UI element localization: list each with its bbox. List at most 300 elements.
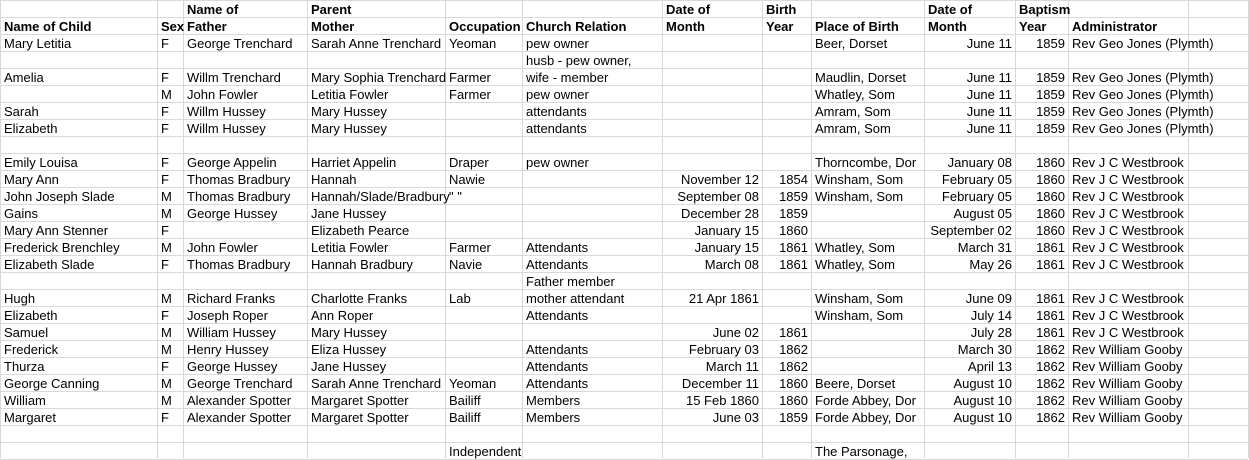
cell-birth-year[interactable] xyxy=(762,307,811,324)
header-cell-place-of-birth[interactable]: Place of Birth xyxy=(815,19,899,34)
cell-place-of-birth[interactable]: Beere, Dorset xyxy=(815,376,896,391)
cell-mother-name[interactable]: Margaret Spotter xyxy=(311,410,409,425)
cell-birth-year[interactable] xyxy=(762,120,811,137)
cell-place-of-birth[interactable] xyxy=(811,52,924,69)
cell-baptism-year[interactable]: 1862 xyxy=(1036,393,1065,408)
cell-birth-year[interactable]: 1860 xyxy=(779,223,808,238)
cell-baptism-year[interactable]: 1859 xyxy=(1036,70,1065,85)
cell-baptism-year[interactable]: 1859 xyxy=(1036,36,1065,51)
cell-sex[interactable] xyxy=(157,273,183,290)
cell-occupation[interactable] xyxy=(445,120,522,137)
cell-child-name[interactable]: Samuel xyxy=(4,325,49,340)
cell-baptism-month[interactable]: June 11 xyxy=(966,87,1012,102)
cell-baptism-year[interactable] xyxy=(1015,426,1068,443)
cell-occupation[interactable] xyxy=(445,273,522,290)
cell-administrator[interactable]: Rev Geo Jones (Plymth) xyxy=(1072,121,1214,136)
cell-baptism-year[interactable]: 1862 xyxy=(1036,342,1065,357)
cell-birth-month[interactable] xyxy=(662,307,762,324)
cell-child-name[interactable] xyxy=(0,273,163,290)
cell-sex[interactable] xyxy=(157,52,183,69)
cell-birth-month[interactable] xyxy=(662,273,762,290)
cell-occupation[interactable]: Navie xyxy=(449,257,483,272)
cell-place-of-birth[interactable]: Whatley, Som xyxy=(815,240,895,255)
cell-administrator[interactable] xyxy=(1068,52,1188,69)
cell-baptism-year[interactable]: 1861 xyxy=(1036,240,1065,255)
cell-church-relation[interactable]: mother attendant xyxy=(526,291,625,306)
cell-birth-month[interactable] xyxy=(662,35,762,52)
cell-place-of-birth[interactable]: Winsham, Som xyxy=(815,308,904,323)
cell-sex[interactable]: M xyxy=(161,87,172,102)
header-cell-church-relation[interactable] xyxy=(522,1,662,18)
cell-baptism-year[interactable]: 1861 xyxy=(1036,325,1065,340)
cell-child-name[interactable]: William xyxy=(4,393,46,408)
cell-birth-month[interactable]: January 15 xyxy=(694,223,759,238)
cell-mother-name[interactable] xyxy=(307,273,445,290)
cell-father-name[interactable]: Thomas Bradbury xyxy=(187,257,291,272)
cell-occupation[interactable]: Draper xyxy=(449,155,489,170)
cell-sex[interactable]: M xyxy=(161,291,172,306)
cell-administrator[interactable] xyxy=(1068,137,1188,154)
cell-mother-name[interactable] xyxy=(307,52,445,69)
cell-birth-month[interactable] xyxy=(662,52,762,69)
cell-administrator[interactable]: Rev William Gooby xyxy=(1072,393,1183,408)
cell-birth-year[interactable]: 1861 xyxy=(779,325,808,340)
cell-occupation[interactable] xyxy=(445,205,522,222)
cell-father-name[interactable]: George Hussey xyxy=(187,359,278,374)
cell-child-name[interactable]: George Canning xyxy=(4,376,100,391)
cell-place-of-birth[interactable]: Forde Abbey, Dor xyxy=(815,410,916,425)
cell-administrator[interactable]: Rev J C Westbrook xyxy=(1072,257,1184,272)
cell-administrator[interactable]: Rev William Gooby xyxy=(1072,359,1183,374)
cell-child-name[interactable]: Mary Ann xyxy=(4,172,59,187)
cell-father-name[interactable]: George Trenchard xyxy=(187,36,293,51)
header-cell-child-name[interactable]: Name of Child xyxy=(4,19,92,34)
cell-church-relation[interactable]: pew owner xyxy=(526,87,589,102)
cell-occupation[interactable]: Bailiff xyxy=(449,393,481,408)
cell-child-name[interactable]: Thurza xyxy=(4,359,45,374)
cell-child-name[interactable]: Mary Ann Stenner xyxy=(4,223,109,238)
cell-father-name[interactable] xyxy=(183,137,307,154)
header-cell-birth-year[interactable]: Birth xyxy=(766,2,797,17)
cell-baptism-year[interactable]: 1860 xyxy=(1036,155,1065,170)
cell-administrator[interactable]: Rev J C Westbrook xyxy=(1072,172,1184,187)
cell-father-name[interactable] xyxy=(183,426,307,443)
cell-administrator[interactable]: Rev J C Westbrook xyxy=(1072,189,1184,204)
cell-sex[interactable]: F xyxy=(161,223,169,238)
cell-sex[interactable]: F xyxy=(161,257,169,272)
cell-father-name[interactable]: John Fowler xyxy=(187,87,258,102)
cell-baptism-year[interactable]: 1860 xyxy=(1036,223,1065,238)
cell-birth-year[interactable]: 1859 xyxy=(779,206,808,221)
cell-birth-month[interactable]: March 08 xyxy=(704,257,759,272)
header-cell-administrator[interactable]: Administrator xyxy=(1072,19,1158,34)
cell-mother-name[interactable]: Jane Hussey xyxy=(311,206,387,221)
cell-sex[interactable] xyxy=(157,426,183,443)
cell-baptism-year[interactable] xyxy=(1015,137,1068,154)
cell-father-name[interactable]: Alexander Spotter xyxy=(187,410,292,425)
cell-place-of-birth[interactable]: The Parsonage, xyxy=(815,444,908,459)
cell-baptism-month[interactable]: April 13 xyxy=(967,359,1012,374)
cell-father-name[interactable]: Alexander Spotter xyxy=(187,393,292,408)
cell-church-relation[interactable] xyxy=(522,171,662,188)
header-cell-baptism-year[interactable]: Baptism xyxy=(1019,2,1071,17)
cell-church-relation[interactable]: Attendants xyxy=(526,257,589,272)
cell-sex[interactable]: M xyxy=(161,342,172,357)
cell-baptism-month[interactable]: June 11 xyxy=(966,121,1012,136)
cell-mother-name[interactable] xyxy=(307,426,445,443)
cell-father-name[interactable]: George Appelin xyxy=(187,155,277,170)
cell-administrator[interactable]: Rev William Gooby xyxy=(1072,342,1183,357)
cell-baptism-year[interactable]: 1860 xyxy=(1036,206,1065,221)
cell-child-name[interactable]: Elizabeth xyxy=(4,308,58,323)
cell-child-name[interactable]: Mary Letitia xyxy=(4,36,72,51)
cell-birth-month[interactable] xyxy=(662,426,762,443)
cell-baptism-month[interactable]: June 11 xyxy=(966,36,1012,51)
cell-occupation[interactable]: Farmer xyxy=(449,87,491,102)
cell-baptism-month[interactable]: June 09 xyxy=(965,291,1012,306)
cell-baptism-month[interactable]: August 10 xyxy=(953,410,1012,425)
cell-place-of-birth[interactable]: Beer, Dorset xyxy=(815,36,888,51)
cell-birth-month[interactable]: March 11 xyxy=(705,359,759,374)
cell-birth-year[interactable] xyxy=(762,443,811,460)
cell-child-name[interactable]: Elizabeth Slade xyxy=(4,257,95,272)
cell-baptism-month[interactable]: February 05 xyxy=(941,189,1012,204)
cell-baptism-year[interactable]: 1862 xyxy=(1036,359,1065,374)
cell-birth-year[interactable] xyxy=(762,154,811,171)
cell-administrator[interactable] xyxy=(1068,426,1188,443)
header-cell-baptism-year[interactable]: Year xyxy=(1019,19,1047,34)
cell-place-of-birth[interactable]: Amram, Som xyxy=(815,121,891,136)
cell-baptism-month[interactable]: August 10 xyxy=(953,393,1012,408)
cell-sex[interactable] xyxy=(157,443,183,460)
cell-birth-year[interactable] xyxy=(762,103,811,120)
cell-church-relation[interactable]: husb - pew owner, xyxy=(526,53,632,68)
cell-baptism-month[interactable]: August 05 xyxy=(953,206,1012,221)
cell-church-relation[interactable] xyxy=(522,324,662,341)
cell-occupation[interactable] xyxy=(445,341,522,358)
cell-birth-month[interactable]: September 08 xyxy=(677,189,759,204)
cell-occupation[interactable] xyxy=(445,324,522,341)
cell-baptism-year[interactable]: 1860 xyxy=(1036,189,1065,204)
cell-father-name[interactable]: Willm Hussey xyxy=(187,104,266,119)
cell-birth-month[interactable]: February 03 xyxy=(688,342,759,357)
cell-child-name[interactable]: Frederick xyxy=(4,342,59,357)
cell-church-relation[interactable]: attendants xyxy=(526,104,587,119)
cell-occupation[interactable] xyxy=(445,358,522,375)
cell-place-of-birth[interactable]: Maudlin, Dorset xyxy=(815,70,907,85)
cell-occupation[interactable]: Farmer xyxy=(449,70,491,85)
cell-administrator[interactable] xyxy=(1068,443,1188,460)
cell-mother-name[interactable]: Mary Hussey xyxy=(311,121,387,136)
cell-child-name[interactable]: Emily Louisa xyxy=(4,155,78,170)
cell-church-relation[interactable]: Members xyxy=(526,410,581,425)
cell-baptism-year[interactable]: 1859 xyxy=(1036,104,1065,119)
header-cell-mother-name[interactable]: Mother xyxy=(311,19,355,34)
cell-occupation[interactable] xyxy=(445,137,522,154)
cell-mother-name[interactable]: Letitia Fowler xyxy=(311,87,389,102)
cell-occupation[interactable]: Farmer xyxy=(449,240,491,255)
cell-mother-name[interactable]: Hannah/Slade/Bradbury xyxy=(311,189,450,204)
cell-child-name[interactable]: Amelia xyxy=(4,70,44,85)
cell-administrator[interactable]: Rev William Gooby xyxy=(1072,410,1183,425)
cell-father-name[interactable]: Thomas Bradbury xyxy=(187,189,291,204)
cell-child-name[interactable]: Sarah xyxy=(4,104,39,119)
cell-church-relation[interactable]: attendants xyxy=(526,121,587,136)
cell-sex[interactable]: F xyxy=(161,70,169,85)
cell-birth-year[interactable]: 1862 xyxy=(779,342,808,357)
cell-birth-year[interactable]: 1860 xyxy=(779,393,808,408)
header-cell-baptism-month[interactable]: Date of xyxy=(928,2,973,17)
cell-administrator[interactable]: Rev J C Westbrook xyxy=(1072,223,1184,238)
cell-child-name[interactable]: Margaret xyxy=(4,410,57,425)
cell-father-name[interactable]: George Trenchard xyxy=(187,376,293,391)
header-cell-occupation[interactable]: Occupation xyxy=(449,19,521,34)
header-cell-place-of-birth[interactable] xyxy=(811,1,924,18)
cell-birth-month[interactable]: 21 Apr 1861 xyxy=(688,291,759,306)
cell-place-of-birth[interactable] xyxy=(811,137,924,154)
cell-father-name[interactable] xyxy=(183,273,307,290)
cell-father-name[interactable] xyxy=(183,443,307,460)
cell-sex[interactable]: M xyxy=(161,376,172,391)
cell-sex[interactable]: M xyxy=(161,189,172,204)
cell-occupation[interactable]: Lab xyxy=(449,291,471,306)
cell-birth-month[interactable]: November 12 xyxy=(680,172,759,187)
cell-father-name[interactable]: Willm Trenchard xyxy=(187,70,281,85)
cell-administrator[interactable]: Rev J C Westbrook xyxy=(1072,325,1184,340)
cell-birth-month[interactable] xyxy=(662,443,762,460)
cell-church-relation[interactable] xyxy=(522,137,662,154)
cell-baptism-year[interactable]: 1859 xyxy=(1036,121,1065,136)
cell-place-of-birth[interactable] xyxy=(811,273,924,290)
cell-place-of-birth[interactable] xyxy=(811,358,924,375)
cell-sex[interactable]: F xyxy=(161,359,169,374)
cell-occupation[interactable]: Yeoman xyxy=(449,36,497,51)
cell-birth-year[interactable]: 1861 xyxy=(779,240,808,255)
cell-occupation[interactable]: Nawie xyxy=(449,172,486,187)
cell-place-of-birth[interactable]: Winsham, Som xyxy=(815,172,904,187)
cell-father-name[interactable] xyxy=(183,222,307,239)
cell-place-of-birth[interactable]: Amram, Som xyxy=(815,104,891,119)
cell-birth-year[interactable] xyxy=(762,290,811,307)
cell-baptism-year[interactable]: 1862 xyxy=(1036,410,1065,425)
cell-baptism-year[interactable] xyxy=(1015,443,1068,460)
cell-birth-year[interactable] xyxy=(762,52,811,69)
header-cell-occupation[interactable] xyxy=(445,1,522,18)
cell-mother-name[interactable]: Eliza Hussey xyxy=(311,342,387,357)
header-cell-child-name[interactable] xyxy=(0,1,163,18)
cell-baptism-year[interactable] xyxy=(1015,273,1068,290)
cell-birth-year[interactable] xyxy=(762,35,811,52)
cell-administrator[interactable]: Rev J C Westbrook xyxy=(1072,206,1184,221)
cell-baptism-month[interactable]: June 11 xyxy=(966,104,1012,119)
cell-baptism-year[interactable]: 1860 xyxy=(1036,172,1065,187)
cell-child-name[interactable]: Gains xyxy=(4,206,38,221)
cell-administrator[interactable]: Rev Geo Jones (Plymth) xyxy=(1072,70,1214,85)
cell-administrator[interactable]: Rev William Gooby xyxy=(1072,376,1183,391)
cell-father-name[interactable]: George Hussey xyxy=(187,206,278,221)
cell-church-relation[interactable]: Attendants xyxy=(526,308,589,323)
cell-baptism-year[interactable]: 1861 xyxy=(1036,291,1065,306)
cell-church-relation[interactable]: wife - member xyxy=(526,70,609,85)
cell-birth-month[interactable] xyxy=(662,120,762,137)
cell-sex[interactable]: M xyxy=(161,393,172,408)
cell-birth-year[interactable]: 1860 xyxy=(779,376,808,391)
cell-baptism-month[interactable] xyxy=(924,273,1015,290)
cell-birth-month[interactable] xyxy=(662,137,762,154)
cell-sex[interactable]: M xyxy=(161,206,172,221)
cell-church-relation[interactable]: pew owner xyxy=(526,155,589,170)
cell-baptism-month[interactable] xyxy=(924,443,1015,460)
cell-baptism-month[interactable] xyxy=(924,426,1015,443)
cell-mother-name[interactable]: Mary Sophia Trenchard xyxy=(311,70,447,85)
header-cell-birth-year[interactable]: Year xyxy=(766,19,794,34)
cell-sex[interactable]: M xyxy=(161,240,172,255)
cell-place-of-birth[interactable]: Winsham, Som xyxy=(815,291,904,306)
cell-occupation[interactable]: " " xyxy=(449,189,462,204)
cell-birth-year[interactable]: 1859 xyxy=(779,410,808,425)
cell-birth-year[interactable] xyxy=(762,426,811,443)
cell-baptism-month[interactable]: August 10 xyxy=(953,376,1012,391)
header-cell-birth-month[interactable]: Month xyxy=(666,19,705,34)
cell-administrator[interactable]: Rev Geo Jones (Plymth) xyxy=(1072,104,1214,119)
cell-birth-year[interactable]: 1862 xyxy=(779,359,808,374)
cell-church-relation[interactable]: Attendants xyxy=(526,342,589,357)
cell-occupation[interactable] xyxy=(445,426,522,443)
cell-place-of-birth[interactable]: Forde Abbey, Dor xyxy=(815,393,916,408)
cell-administrator[interactable]: Rev J C Westbrook xyxy=(1072,240,1184,255)
cell-place-of-birth[interactable]: Whatley, Som xyxy=(815,87,895,102)
cell-occupation[interactable] xyxy=(445,222,522,239)
cell-baptism-year[interactable] xyxy=(1015,52,1068,69)
cell-place-of-birth[interactable] xyxy=(811,324,924,341)
cell-baptism-year[interactable]: 1862 xyxy=(1036,376,1065,391)
cell-birth-month[interactable] xyxy=(662,154,762,171)
cell-place-of-birth[interactable] xyxy=(811,341,924,358)
header-cell-father-name[interactable]: Name of xyxy=(187,2,239,17)
cell-father-name[interactable]: William Hussey xyxy=(187,325,276,340)
cell-birth-year[interactable] xyxy=(762,273,811,290)
cell-father-name[interactable]: Joseph Roper xyxy=(187,308,268,323)
cell-administrator[interactable]: Rev Geo Jones (Plymth) xyxy=(1072,36,1214,51)
cell-administrator[interactable]: Rev J C Westbrook xyxy=(1072,308,1184,323)
header-cell-father-name[interactable]: Father xyxy=(187,19,227,34)
cell-baptism-month[interactable] xyxy=(924,137,1015,154)
cell-church-relation[interactable]: Attendants xyxy=(526,240,589,255)
cell-birth-month[interactable]: 15 Feb 1860 xyxy=(685,393,759,408)
cell-church-relation[interactable]: pew owner xyxy=(526,36,589,51)
cell-child-name[interactable] xyxy=(0,137,163,154)
cell-baptism-month[interactable]: March 30 xyxy=(957,342,1012,357)
header-cell-mother-name[interactable]: Parent xyxy=(311,2,352,17)
cell-mother-name[interactable]: Sarah Anne Trenchard xyxy=(311,376,442,391)
cell-occupation[interactable] xyxy=(445,52,522,69)
cell-church-relation[interactable] xyxy=(522,222,662,239)
cell-birth-month[interactable] xyxy=(662,86,762,103)
cell-birth-year[interactable]: 1859 xyxy=(779,189,808,204)
cell-place-of-birth[interactable]: Thorncombe, Dor xyxy=(815,155,917,170)
cell-mother-name[interactable]: Harriet Appelin xyxy=(311,155,397,170)
cell-father-name[interactable]: Willm Hussey xyxy=(187,121,266,136)
cell-mother-name[interactable] xyxy=(307,137,445,154)
cell-mother-name[interactable]: Jane Hussey xyxy=(311,359,387,374)
cell-birth-year[interactable] xyxy=(762,86,811,103)
cell-place-of-birth[interactable] xyxy=(811,205,924,222)
cell-church-relation[interactable]: Attendants xyxy=(526,359,589,374)
cell-birth-year[interactable]: 1854 xyxy=(779,172,808,187)
cell-mother-name[interactable]: Ann Roper xyxy=(311,308,374,323)
header-cell-baptism-month[interactable]: Month xyxy=(928,19,967,34)
cell-administrator[interactable]: Rev Geo Jones (Plymth) xyxy=(1072,87,1214,102)
cell-child-name[interactable]: John Joseph Slade xyxy=(4,189,115,204)
header-cell-administrator[interactable] xyxy=(1068,1,1188,18)
cell-baptism-month[interactable]: June 11 xyxy=(966,70,1012,85)
cell-sex[interactable]: F xyxy=(161,104,169,119)
cell-place-of-birth[interactable]: Winsham, Som xyxy=(815,189,904,204)
cell-mother-name[interactable]: Sarah Anne Trenchard xyxy=(311,36,442,51)
cell-baptism-year[interactable]: 1861 xyxy=(1036,257,1065,272)
cell-sex[interactable]: F xyxy=(161,155,169,170)
cell-church-relation[interactable] xyxy=(522,443,662,460)
cell-mother-name[interactable]: Hannah Bradbury xyxy=(311,257,413,272)
cell-place-of-birth[interactable] xyxy=(811,426,924,443)
cell-birth-month[interactable]: December 11 xyxy=(681,376,759,391)
cell-child-name[interactable] xyxy=(0,86,163,103)
cell-birth-month[interactable]: January 15 xyxy=(694,240,759,255)
cell-sex[interactable]: F xyxy=(161,410,169,425)
cell-sex[interactable]: F xyxy=(161,36,169,51)
cell-sex[interactable]: M xyxy=(161,325,172,340)
cell-father-name[interactable]: John Fowler xyxy=(187,240,258,255)
cell-father-name[interactable]: Thomas Bradbury xyxy=(187,172,291,187)
cell-mother-name[interactable]: Mary Hussey xyxy=(311,104,387,119)
cell-child-name[interactable]: Elizabeth xyxy=(4,121,58,136)
cell-baptism-month[interactable]: May 26 xyxy=(969,257,1012,272)
cell-father-name[interactable]: Henry Hussey xyxy=(187,342,269,357)
cell-baptism-month[interactable]: February 05 xyxy=(941,172,1012,187)
cell-child-name[interactable] xyxy=(0,52,163,69)
cell-father-name[interactable]: Richard Franks xyxy=(187,291,276,306)
header-cell-church-relation[interactable]: Church Relation xyxy=(526,19,627,34)
cell-mother-name[interactable]: Charlotte Franks xyxy=(311,291,408,306)
cell-birth-year[interactable] xyxy=(762,69,811,86)
cell-sex[interactable]: F xyxy=(161,121,169,136)
cell-church-relation[interactable]: Members xyxy=(526,393,581,408)
header-cell-birth-month[interactable]: Date of xyxy=(666,2,711,17)
header-cell-sex[interactable]: Sex xyxy=(161,19,185,34)
cell-child-name[interactable]: Hugh xyxy=(4,291,36,306)
cell-baptism-month[interactable]: July 28 xyxy=(970,325,1012,340)
cell-birth-month[interactable]: June 02 xyxy=(712,325,759,340)
cell-birth-month[interactable] xyxy=(662,69,762,86)
cell-birth-month[interactable] xyxy=(662,103,762,120)
cell-baptism-year[interactable]: 1859 xyxy=(1036,87,1065,102)
cell-sex[interactable] xyxy=(157,137,183,154)
cell-birth-month[interactable]: December 28 xyxy=(680,206,759,221)
cell-church-relation[interactable] xyxy=(522,188,662,205)
cell-child-name[interactable] xyxy=(0,443,163,460)
cell-father-name[interactable] xyxy=(183,52,307,69)
cell-church-relation[interactable] xyxy=(522,426,662,443)
cell-occupation[interactable] xyxy=(445,307,522,324)
cell-mother-name[interactable]: Hannah xyxy=(311,172,357,187)
cell-place-of-birth[interactable] xyxy=(811,222,924,239)
cell-mother-name[interactable]: Letitia Fowler xyxy=(311,240,389,255)
cell-occupation[interactable]: Yeoman xyxy=(449,376,497,391)
cell-mother-name[interactable]: Mary Hussey xyxy=(311,325,387,340)
cell-birth-year[interactable]: 1861 xyxy=(779,257,808,272)
cell-child-name[interactable]: Frederick Brenchley xyxy=(4,240,120,255)
cell-birth-month[interactable]: June 03 xyxy=(712,410,759,425)
